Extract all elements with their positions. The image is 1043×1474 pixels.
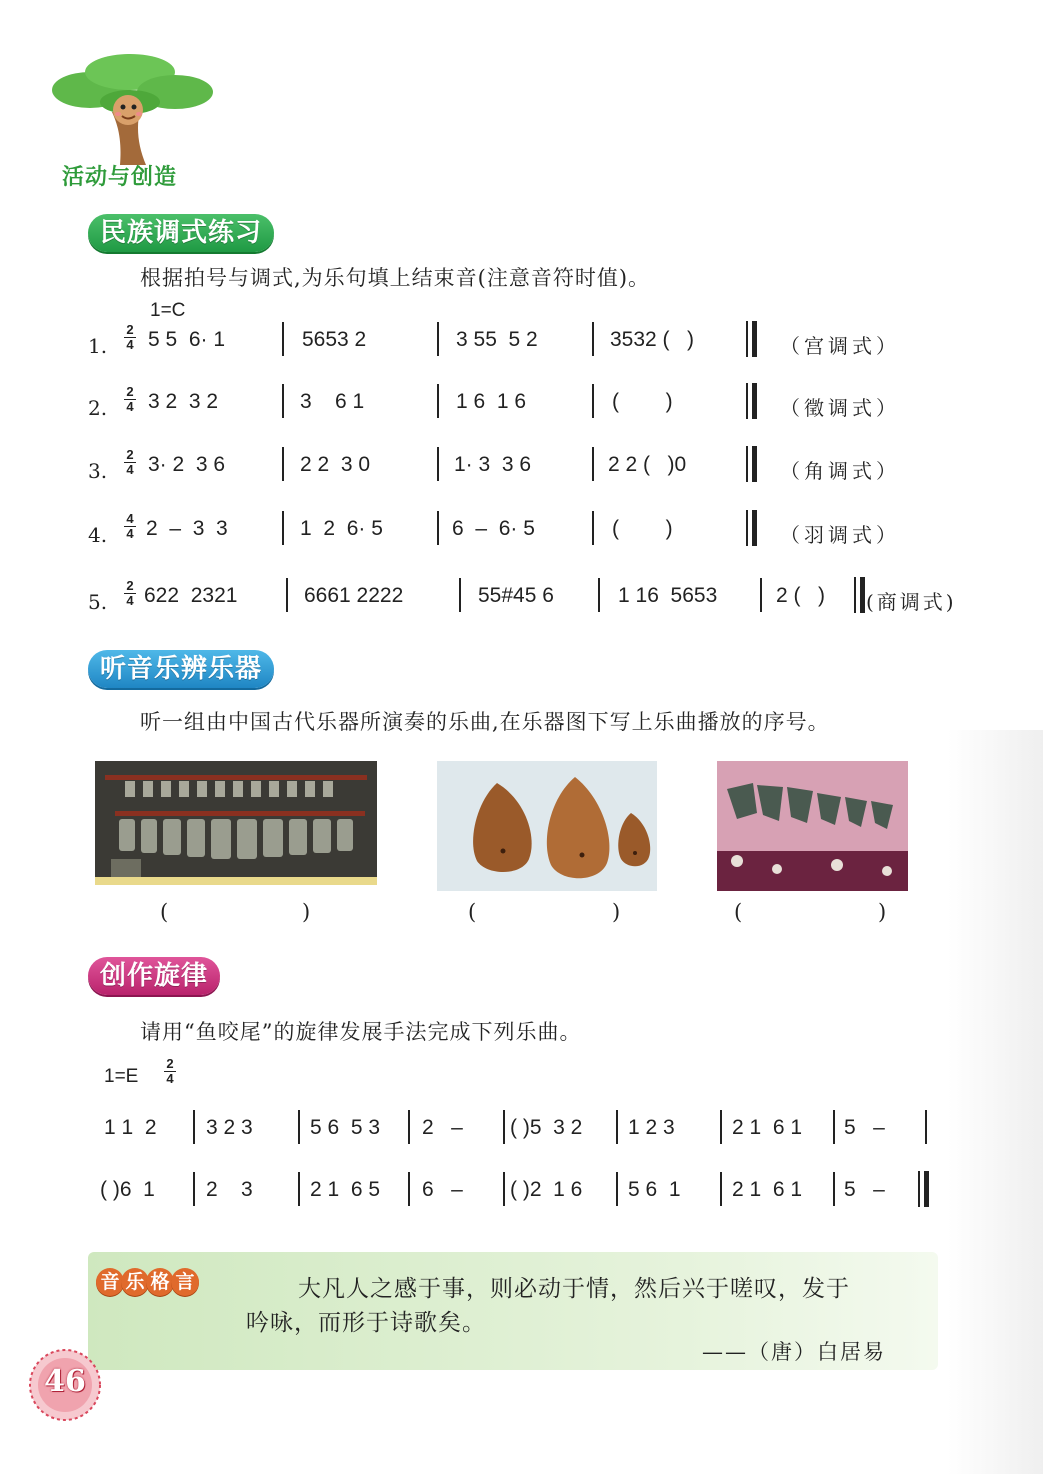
section3-instruction: 请用“鱼咬尾”的旋律发展手法完成下列乐曲。	[140, 1020, 582, 1044]
barline	[298, 1172, 300, 1206]
measure: 5 –	[844, 1116, 885, 1139]
barline	[282, 384, 284, 418]
section-title-compose: 创作旋律	[88, 957, 220, 995]
answer-blank[interactable]: ( )	[612, 390, 673, 413]
section2-instruction: 听一组由中国古代乐器所演奏的乐曲,在乐器图下写上乐曲播放的序号。	[140, 710, 830, 734]
measure: 1 2 6· 5	[300, 517, 383, 540]
answer-blank[interactable]: 2 ( )	[776, 584, 826, 607]
answer-blank-close: )	[878, 900, 887, 924]
mode-label: (商调式)	[866, 590, 957, 614]
barline	[437, 384, 439, 418]
barline	[720, 1172, 722, 1206]
barline	[592, 322, 594, 356]
answer-blank-close: )	[612, 900, 621, 924]
measure-with-blank[interactable]: ( )6 1	[100, 1178, 155, 1201]
barline	[408, 1110, 410, 1144]
time-signature: 2 4	[124, 386, 136, 413]
section-title-instruments: 听音乐辨乐器	[88, 650, 274, 688]
barline	[592, 384, 594, 418]
page-edge-shadow	[948, 730, 1043, 1474]
barline	[616, 1172, 618, 1206]
measure: 5 6 1	[628, 1178, 681, 1201]
barline	[925, 1110, 927, 1144]
measure: 1 2 3	[628, 1116, 675, 1139]
measure: 2 1 6 5	[310, 1178, 381, 1201]
measure-with-blank[interactable]: ( )2 1 6	[510, 1178, 583, 1201]
motto-line-2: 吟咏，而形于诗歌矣。	[246, 1310, 486, 1336]
end-barline	[918, 1171, 929, 1207]
bianzhong-bells-image	[95, 761, 377, 885]
end-barline	[746, 510, 757, 546]
section1-instruction: 根据拍号与调式,为乐句填上结束音(注意音符时值)。	[140, 266, 651, 290]
measure: 55#45 6	[478, 584, 554, 607]
barline	[592, 447, 594, 481]
measure: 2 1 6 1	[732, 1116, 803, 1139]
time-signature: 2 4	[124, 449, 136, 476]
motto-badge: 音 乐 格 言	[96, 1268, 196, 1296]
end-barline	[854, 577, 865, 613]
bianqing-stones-image	[717, 761, 908, 891]
key-signature: 1=C	[150, 300, 186, 321]
time-signature: 2 4	[124, 324, 136, 351]
measure: 1 16 5653	[618, 584, 718, 607]
measure: 2 2 3 0	[300, 453, 371, 476]
answer-blank[interactable]: ( )	[612, 517, 673, 540]
barline	[503, 1110, 505, 1144]
barline	[592, 511, 594, 545]
measure-with-blank[interactable]: ( )5 3 2	[510, 1116, 583, 1139]
measure: 6661 2222	[304, 584, 404, 607]
measure: 2 – 3 3	[146, 517, 228, 540]
measure: 6 –	[422, 1178, 463, 1201]
measure: 2 1 6 1	[732, 1178, 803, 1201]
measure: 5653 2	[302, 328, 367, 351]
barline	[298, 1110, 300, 1144]
answer-blank-close: )	[302, 900, 311, 924]
activity-title: 活动与创造	[62, 165, 178, 190]
section-title-mode-practice: 民族调式练习	[88, 214, 274, 252]
barline	[282, 322, 284, 356]
measure: 1 6 1 6	[456, 390, 527, 413]
barline	[616, 1110, 618, 1144]
measure: 3 6 1	[300, 390, 365, 413]
answer-blank[interactable]: 2 2 ( )0	[608, 453, 687, 476]
measure: 5 –	[844, 1178, 885, 1201]
motto-author: ——（唐）白居易	[702, 1340, 886, 1364]
measure: 1· 3 3 6	[454, 453, 532, 476]
barline	[286, 578, 288, 612]
measure: 1 1 2	[104, 1116, 157, 1139]
barline	[720, 1110, 722, 1144]
measure: 3 2 3	[206, 1116, 253, 1139]
barline	[760, 578, 762, 612]
key-signature: 1=E	[104, 1066, 139, 1087]
barline	[437, 447, 439, 481]
answer-blank-open[interactable]: (	[734, 900, 743, 924]
barline	[282, 511, 284, 545]
barline	[598, 578, 600, 612]
measure: 5 6 5 3	[310, 1116, 381, 1139]
measure: 2 –	[422, 1116, 463, 1139]
xun-ocarina-image	[437, 761, 657, 891]
mode-label: （羽调式）	[780, 523, 900, 547]
measure: 6 – 6· 5	[452, 517, 535, 540]
mode-label: （徵调式）	[780, 396, 900, 420]
barline	[459, 578, 461, 612]
time-signature: 2 4	[164, 1058, 176, 1085]
measure: 622 2321	[144, 584, 238, 607]
measure: 5 5 6· 1	[148, 328, 226, 351]
barline	[833, 1172, 835, 1206]
end-barline	[746, 321, 757, 357]
barline	[437, 511, 439, 545]
measure: 3 2 3 2	[148, 390, 219, 413]
page-number: 46	[44, 1364, 86, 1399]
mode-label: （宫调式）	[780, 334, 900, 358]
barline	[833, 1110, 835, 1144]
motto-line-1: 大凡人之感于事，则必动于情，然后兴于嗟叹，发于	[298, 1276, 850, 1302]
barline	[193, 1172, 195, 1206]
measure: 2 3	[206, 1178, 253, 1201]
measure: 3 55 5 2	[456, 328, 538, 351]
barline	[503, 1172, 505, 1206]
end-barline	[746, 383, 757, 419]
time-signature: 2 4	[124, 580, 136, 607]
measure: 3· 2 3 6	[148, 453, 226, 476]
end-barline	[746, 446, 757, 482]
answer-blank-open[interactable]: (	[160, 900, 169, 924]
barline	[193, 1110, 195, 1144]
mode-label: （角调式）	[780, 459, 900, 483]
barline	[408, 1172, 410, 1206]
time-signature: 4 4	[124, 513, 136, 540]
barline	[437, 322, 439, 356]
answer-blank-open[interactable]: (	[468, 900, 477, 924]
barline	[282, 447, 284, 481]
answer-blank[interactable]: 3532 ( )	[610, 328, 695, 351]
tree-mascot-icon	[50, 50, 215, 170]
